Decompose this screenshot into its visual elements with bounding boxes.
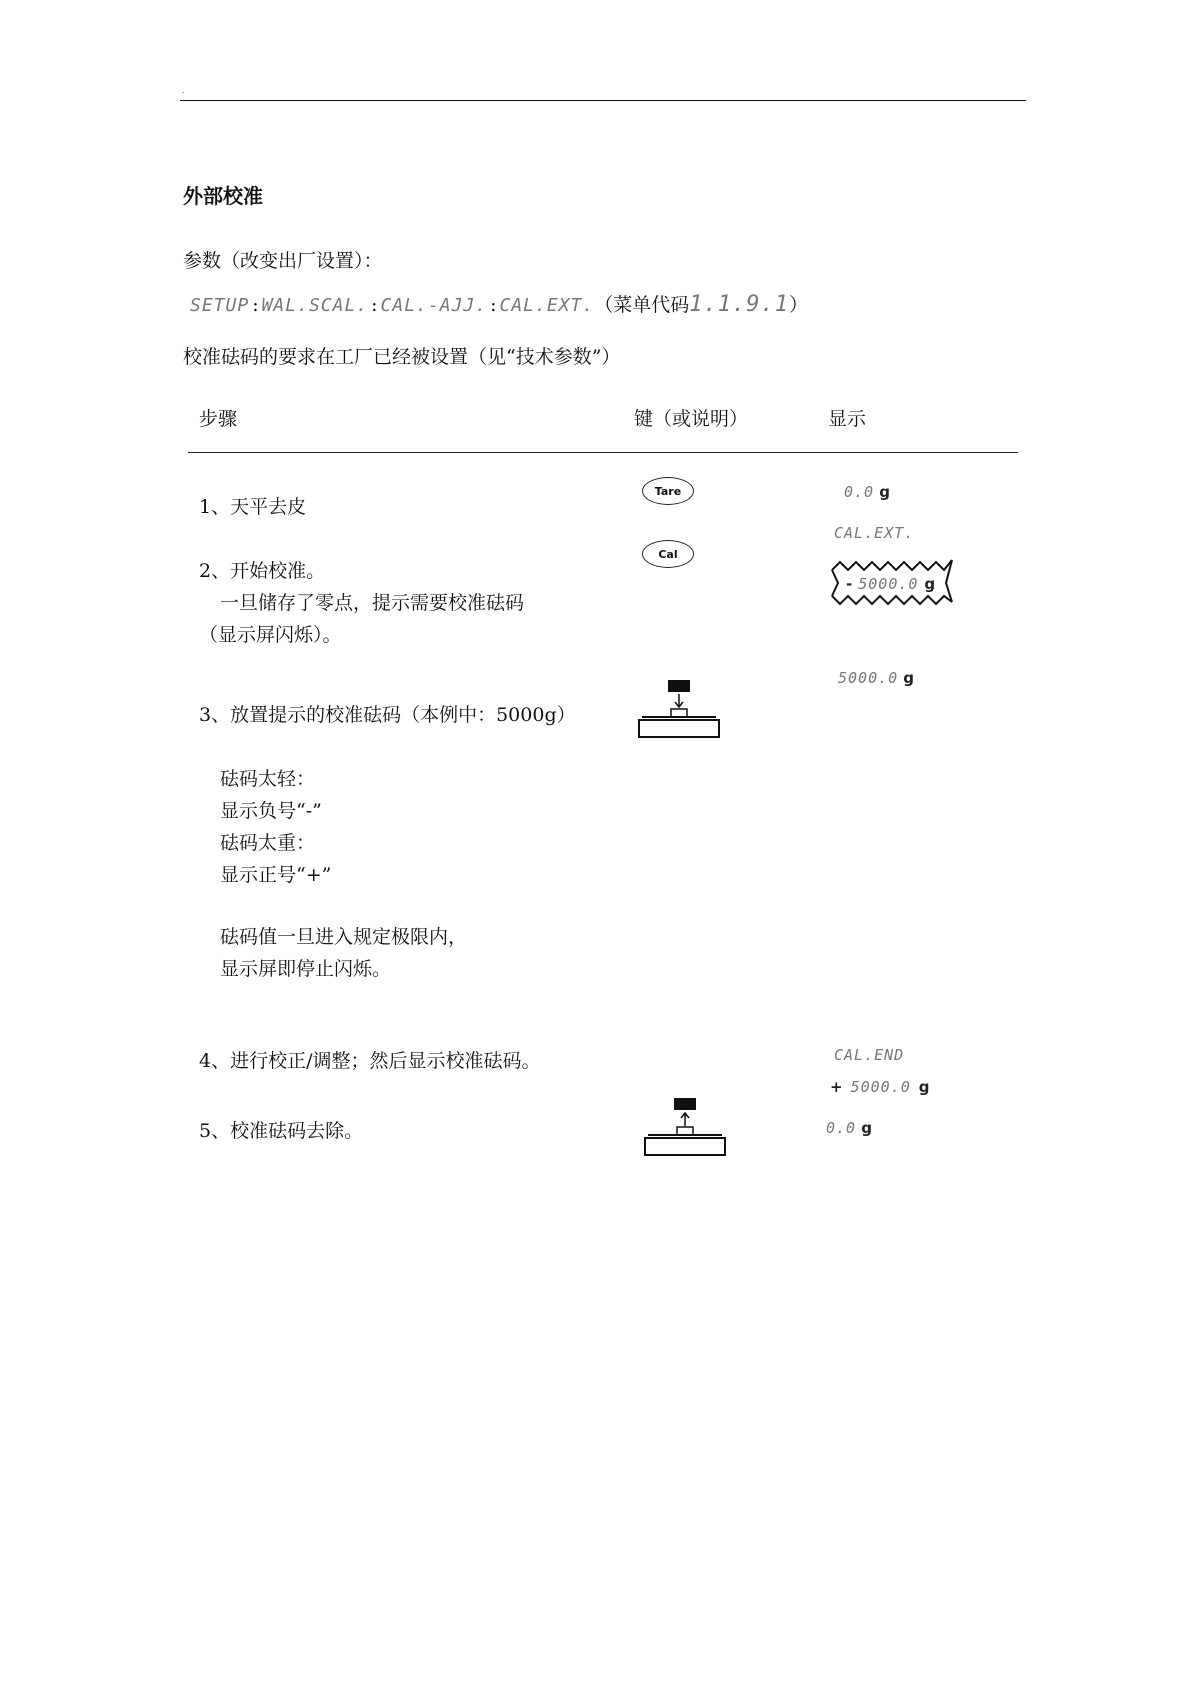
step-4-display-top: CAL.END xyxy=(834,1046,905,1064)
step-3-note-2: 显示负号“-” xyxy=(220,800,322,822)
step-2-line-2: 一旦储存了零点，提示需要校准砝码 xyxy=(220,592,525,614)
step-2-display-sign: - xyxy=(846,575,853,593)
step-2-line-3: （显示屏闪烁）。 xyxy=(199,624,342,646)
place-weight-icon xyxy=(636,678,722,740)
step-5-display xyxy=(826,1118,872,1137)
header-dot: . xyxy=(182,86,185,95)
top-rule xyxy=(180,100,1026,101)
col-header-step: 步骤 xyxy=(199,408,238,430)
step-5-display-value: 0.0 xyxy=(826,1119,857,1137)
menu-code-open: （菜单代码 xyxy=(594,294,690,316)
step-2-display xyxy=(846,575,935,593)
cal-key-icon: Cal xyxy=(642,540,694,568)
step-3-note-4: 显示正号“+” xyxy=(220,864,332,886)
step-2-text: 2、开始校准。 xyxy=(199,560,326,582)
step-1-display-value: 0.0 xyxy=(844,483,875,501)
params-note: 校准砝码的要求在工厂已经被设置（见“技术参数”） xyxy=(183,346,621,368)
step-1-text: 1、天平去皮 xyxy=(199,496,307,518)
table-header-rule xyxy=(188,452,1018,453)
step-3-text: 3、放置提示的校准砝码（本例中：5000g） xyxy=(199,704,576,726)
col-header-display: 显示 xyxy=(828,408,867,430)
step-3-note-1: 砝码太轻： xyxy=(220,768,316,790)
step-5-text: 5、校准砝码去除。 xyxy=(199,1120,364,1142)
setup-sep-1: : xyxy=(252,294,259,316)
step-2-display-unit: g xyxy=(924,575,936,593)
step-3-note-3: 砝码太重： xyxy=(220,832,316,854)
col-header-key: 键（或说明） xyxy=(634,408,749,430)
setup-sep-3: : xyxy=(490,294,497,316)
setup-lcd-3: CAL.-AJJ. xyxy=(380,295,488,316)
step-4-display-value: 5000.0 xyxy=(850,1078,911,1096)
step-3-display-value: 5000.0 xyxy=(838,669,899,687)
step-2-display-value: 5000.0 xyxy=(858,575,919,593)
step-5-display-unit: g xyxy=(861,1119,872,1137)
tare-key-icon: Tare xyxy=(642,477,694,505)
step-1-display xyxy=(844,482,890,501)
setup-sep-2: : xyxy=(371,294,378,316)
setup-lcd-1: SETUP xyxy=(190,295,250,316)
step-4-text: 4、进行校正/调整；然后显示校准砝码。 xyxy=(199,1050,541,1072)
step-3-note-5: 砝码值一旦进入规定极限内， xyxy=(220,926,468,948)
page-title: 外部校准 xyxy=(183,184,263,208)
params-label: 参数（改变出厂设置）： xyxy=(183,250,383,272)
step-4-display xyxy=(830,1078,930,1096)
menu-code-value: 1.1.9.1 xyxy=(689,292,789,317)
menu-code-close: ） xyxy=(788,294,808,316)
step-1-display-unit: g xyxy=(879,483,890,501)
setup-lcd-2: WAL.SCAL. xyxy=(261,295,369,316)
step-3-display-unit: g xyxy=(903,669,915,687)
step-3-note-6: 显示屏即停止闪烁。 xyxy=(220,958,392,980)
step-3-display xyxy=(838,668,914,687)
remove-weight-icon xyxy=(642,1096,728,1158)
setup-lcd-4: CAL.EXT. xyxy=(499,295,595,316)
step-4-display-sign: + xyxy=(830,1078,843,1096)
setup-path xyxy=(190,290,808,317)
step-4-display-unit: g xyxy=(918,1078,930,1096)
step-2-display-top: CAL.EXT. xyxy=(834,524,915,542)
